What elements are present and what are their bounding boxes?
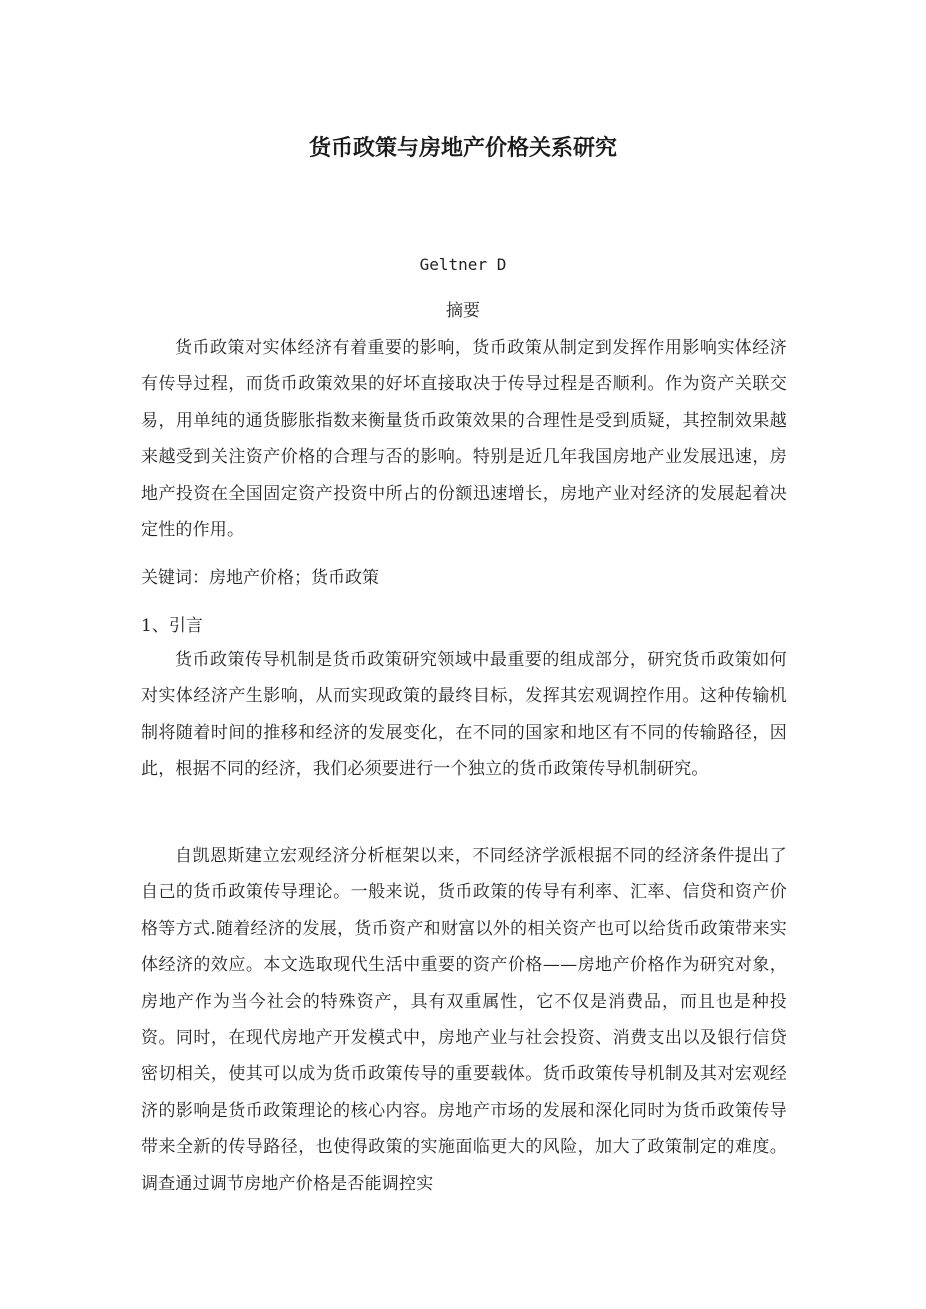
introduction-paragraph-1-block — [141, 642, 787, 788]
abstract-paragraph: 货币政策对实体经济有着重要的影响，货币政策从制定到发挥作用影响实体经济有传导过程，而货币政策效果的好坏直接取决于传导过程是否顺利。作为资产关联交易，用单纯的通货膨胀指数来衡量货币政策效果的合理性是受到质疑，其控制效果越来越受到关注资产价格的合理与否的影响。特别是近几年我国房地产业发展迅速，房地产投资在全国固定资产投资中所占的份额迅速增长，房地产业对经济的发展起着决定性的作用。 — [141, 338, 787, 541]
section-heading-introduction: 1、引言 — [141, 616, 203, 636]
author-name: Geltner D — [419, 255, 507, 274]
introduction-paragraph-2: 自凯恩斯建立宏观经济分析框架以来，不同经济学派根据不同的经济条件提出了自己的货币政策传导理论。一般来说，货币政策的传导有利率、汇率、信贷和资产价格等方式.随着经济的发展，货币资产和财富以外的相关资产也可以给货币政策带来实体经济的效应。本文选取现代生活中重要的资产价格——房地产价格作为研究对象，房地产作为当今社会的特殊资产，具有双重属性，它不仅是消费品，而且也是种投资。同时，在现代房地产开发模式中，房地产业与社会投资、消费支出以及银行信贷密切相关，使其可以成为货币政策传导的重要载体。货币政策传导机制及其对宏观经济的影响是货币政策理论的核心内容。房地产市场的发展和深化同时为货币政策传导带来全新的传导路径，也使得政策的实施面临更大的风险，加大了政策制定的难度。调查通过调节房地产价格是否能调控实 — [141, 846, 787, 1194]
abstract-section — [141, 330, 787, 548]
introduction-paragraph-1: 货币政策传导机制是货币政策研究领域中最重要的组成部分，研究货币政策如何对实体经济产生影响，从而实现政策的最终目标，发挥其宏观调控作用。这种传输机制将随着时间的推移和经济的发展变化，在不同的国家和地区有不同的传输路径，因此，根据不同的经济，我们必须要进行一个独立的货币政策传导机制研究。 — [141, 650, 787, 780]
keywords-label: 关键词： — [141, 568, 209, 588]
paper-title: 货币政策与房地产价格关系研究 — [308, 136, 617, 161]
keywords-text: 房地产价格；货币政策 — [209, 568, 379, 588]
introduction-paragraph-2-block — [141, 838, 787, 1202]
keywords-line — [141, 565, 379, 591]
abstract-heading: 摘要 — [446, 301, 480, 321]
